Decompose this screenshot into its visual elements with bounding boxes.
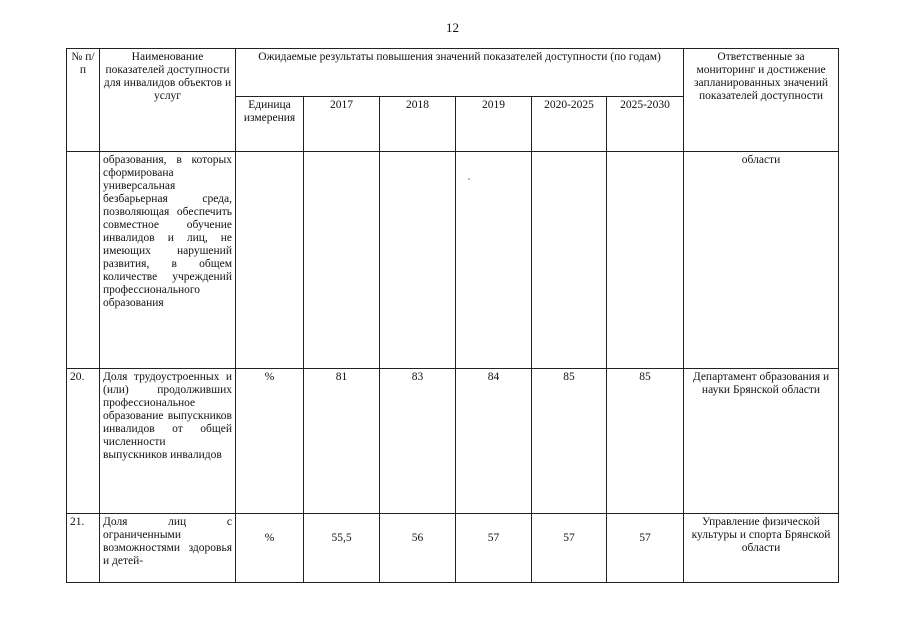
header-num: № п/п	[67, 49, 100, 152]
row-value-2020-2025	[532, 152, 607, 369]
row-value-2018: 83	[380, 369, 456, 514]
row-responsible: Управление физической культуры и спорта Брянской области	[684, 514, 839, 583]
row-unit: %	[236, 514, 304, 583]
row-value-2025-2030: 57	[607, 514, 684, 583]
scan-speck	[468, 178, 470, 180]
table-row	[67, 514, 839, 583]
header-row-group	[67, 49, 839, 97]
row-unit: %	[236, 369, 304, 514]
row-value-2020-2025: 85	[532, 369, 607, 514]
header-year-2018: 2018	[380, 97, 456, 152]
row-value-2025-2030	[607, 152, 684, 369]
row-indicator-name: Доля лиц с ограниченными возможностями здоровья и детей-	[100, 514, 236, 583]
row-value-2019: 57	[456, 514, 532, 583]
row-num: 20.	[67, 369, 100, 514]
row-value-2018	[380, 152, 456, 369]
row-value-2017: 81	[304, 369, 380, 514]
row-indicator-name: образования, в которых сформирована универсальная безбарьерная среда, позволяющая обеспечить совместное обучение инвалидов и лиц, не имеющих нарушений развития, в общем количестве учреждений профессионального образования	[100, 152, 236, 369]
row-value-2019	[456, 152, 532, 369]
header-expected-results: Ожидаемые результаты повышения значений показателей доступности (по годам)	[236, 49, 684, 97]
row-value-2019: 84	[456, 369, 532, 514]
page-number: 12	[446, 20, 459, 35]
row-value-2025-2030: 85	[607, 369, 684, 514]
row-responsible: Департамент образования и науки Брянской области	[684, 369, 839, 514]
accessibility-indicators-table	[66, 48, 839, 583]
header-name: Наименование показателей доступности для инвалидов объектов и услуг	[100, 49, 236, 152]
header-year-2019: 2019	[456, 97, 532, 152]
row-value-2020-2025: 57	[532, 514, 607, 583]
row-num	[67, 152, 100, 369]
header-responsible: Ответственные за мониторинг и достижение запланированных значений показателей доступности	[684, 49, 839, 152]
header-year-2025-2030: 2025-2030	[607, 97, 684, 152]
row-value-2017	[304, 152, 380, 369]
header-year-2020-2025: 2020-2025	[532, 97, 607, 152]
table-row	[67, 369, 839, 514]
table-row	[67, 152, 839, 369]
row-value-2018: 56	[380, 514, 456, 583]
row-indicator-name: Доля трудоустроенных и (или) продолживших профессиональное образование выпускников инвалидов от общей численности выпускников инвалидов	[100, 369, 236, 514]
row-num: 21.	[67, 514, 100, 583]
header-year-2017: 2017	[304, 97, 380, 152]
row-responsible: области	[684, 152, 839, 369]
row-unit	[236, 152, 304, 369]
header-unit: Единица измерения	[236, 97, 304, 152]
row-value-2017: 55,5	[304, 514, 380, 583]
